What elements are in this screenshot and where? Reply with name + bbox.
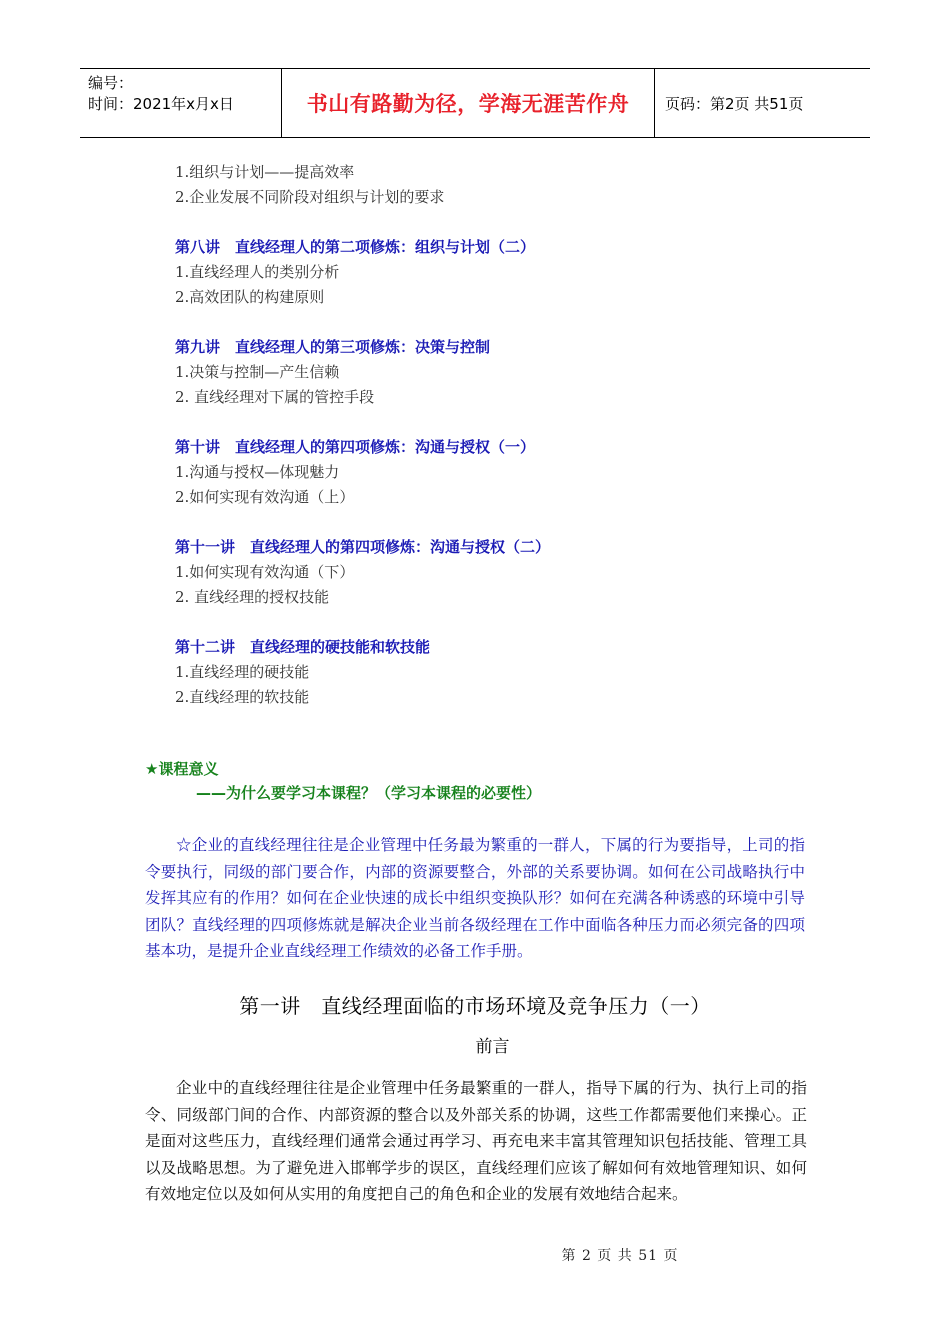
toc-item: 1.直线经理人的类别分析	[175, 263, 340, 281]
toc-item: 1.组织与计划——提高效率	[175, 163, 355, 181]
lecture-title-12: 第十二讲 直线经理的硬技能和软技能	[175, 638, 431, 656]
toc-item: 1.沟通与授权—体现魅力	[175, 463, 340, 481]
lecture-title-10: 第十讲 直线经理人的第四项修炼：沟通与授权（一）	[175, 438, 536, 456]
table-of-contents	[175, 160, 815, 710]
toc-item: 2. 直线经理的授权技能	[175, 588, 330, 606]
header-motto: 书山有路勤为径，学海无涯苦作舟	[282, 69, 655, 137]
header-meta	[80, 69, 282, 137]
toc-item: 1.决策与控制—产生信赖	[175, 363, 340, 381]
toc-item: 2.如何实现有效沟通（上）	[175, 488, 355, 506]
lecture-title-8: 第八讲 直线经理人的第二项修炼：组织与计划（二）	[175, 238, 536, 256]
significance-subheading: ——为什么要学习本课程？（学习本课程的必要性）	[196, 784, 542, 802]
page-header	[80, 68, 870, 138]
header-page-info: 页码：第2页 共51页	[665, 94, 804, 113]
toc-item: 2.高效团队的构建原则	[175, 288, 325, 306]
header-number-label: 编号：	[88, 74, 134, 92]
toc-item: 1.如何实现有效沟通（下）	[175, 563, 355, 581]
significance-heading: ★课程意义	[145, 760, 219, 778]
header-time-label: 时间：2021年x月x日	[88, 95, 234, 113]
lecture-title-9: 第九讲 直线经理人的第三项修炼：决策与控制	[175, 338, 491, 356]
lecture-title-11: 第十一讲 直线经理人的第四项修炼：沟通与授权（二）	[175, 538, 551, 556]
toc-item: 2.企业发展不同阶段对组织与计划的要求	[175, 188, 445, 206]
toc-item: 1.直线经理的硬技能	[175, 663, 310, 681]
page-footer: 第 2 页 共 51 页	[561, 1248, 679, 1264]
toc-item: 2.直线经理的软技能	[175, 688, 310, 706]
significance-paragraph: ☆企业的直线经理往往是企业管理中任务最为繁重的一群人，下属的行为要指导，上司的指令要执行，同级的部门要合作，内部的资源要整合，外部的关系要协调。如何在公司战略执行中发挥其应有的作用？如何在企业快速的成长中组织变换队形？如何在充满各种诱惑的环境中引导团队？直线经理的四项修炼就是解决企业当前各级经理在工作中面临各种压力而必须完备的四项基本功，是提升企业直线经理工作绩效的必备工作手册。	[145, 836, 805, 960]
chapter-paragraph: 企业中的直线经理往往是企业管理中任务最繁重的一群人，指导下属的行为、执行上司的指令、同级部门间的合作、内部资源的整合以及外部关系的协调，这些工作都需要他们来操心。正是面对这些压力，直线经理们通常会通过再学习、再充电来丰富其管理知识包括技能、管理工具以及战略思想。为了避免进入邯郸学步的误区，直线经理们应该了解如何有效地管理知识、如何有效地定位以及如何从实用的角度把自己的角色和企业的发展有效地结合起来。	[145, 1079, 807, 1203]
chapter-title: 第一讲 直线经理面临的市场环境及竞争压力（一）	[239, 994, 711, 1018]
toc-item: 2. 直线经理对下属的管控手段	[175, 388, 375, 406]
chapter-subtitle: 前言	[475, 1037, 510, 1057]
